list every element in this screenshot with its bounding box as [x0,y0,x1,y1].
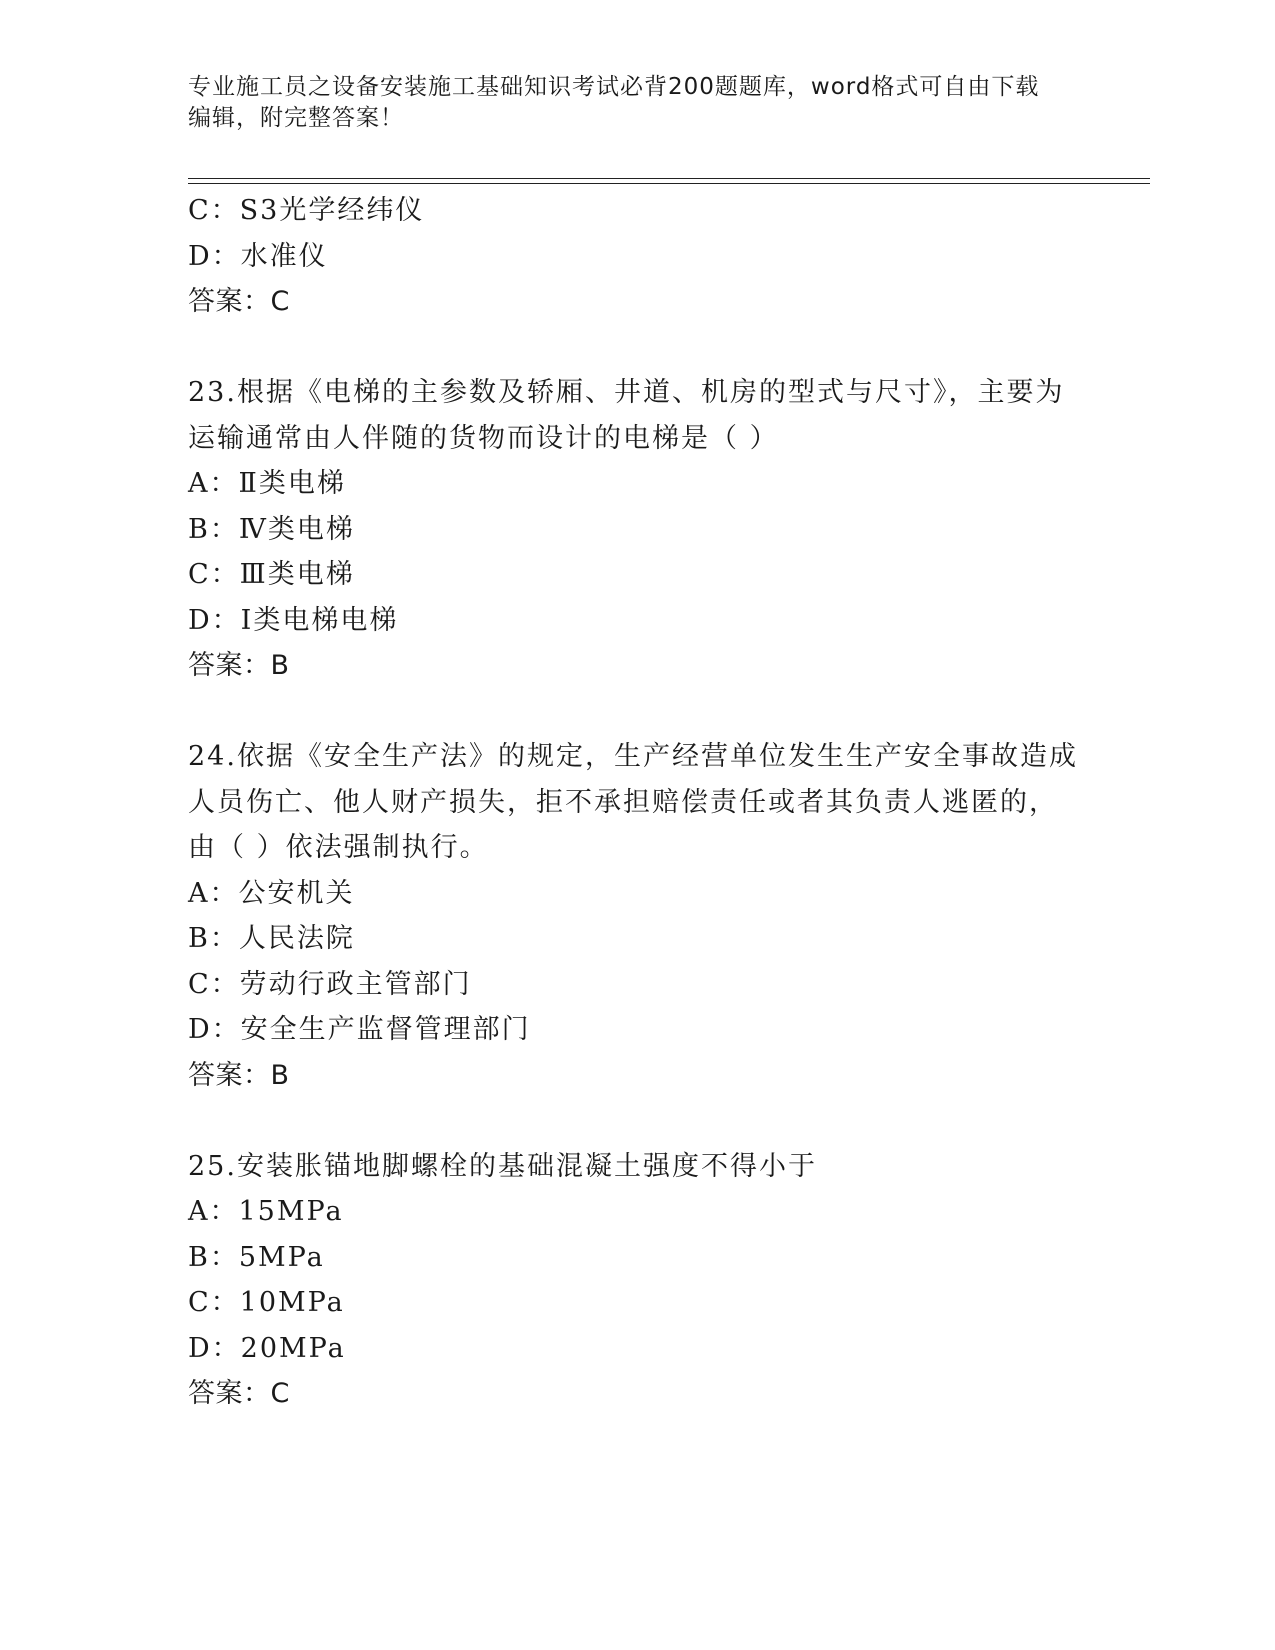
spacer [188,689,1088,735]
option-b: B：5MPa [188,1241,325,1273]
question-stem: 25.安装胀锚地脚螺栓的基础混凝土强度不得小于 [188,1150,817,1182]
question-stem: 由（ ）依法强制执行。 [188,832,489,863]
option-d: D：水准仪 [188,240,328,272]
answer: 答案：C [188,1378,290,1409]
answer: 答案：B [188,650,290,681]
option-c: C：10MPa [188,1287,345,1318]
question-stem: 23.根据《电梯的主参数及轿厢、井道、机房的型式与尺寸》，主要为 [188,377,1065,408]
answer: 答案：C [188,286,290,317]
option-d: D：20MPa [188,1332,346,1364]
question-23 [188,370,1088,689]
option-a: A：15MPa [188,1196,344,1227]
question-24 [188,734,1088,1098]
spacer [188,325,1088,371]
header-divider-bottom [188,183,1150,184]
option-b: B：Ⅳ类电梯 [188,513,355,545]
question-22-tail [188,188,1088,325]
document-header [188,72,1108,134]
option-c: C：Ⅲ类电梯 [188,559,355,590]
header-divider-top [188,178,1150,179]
header-line-1: 专业施工员之设备安装施工基础知识考试必背200题题库，word格式可自由下载 [188,74,1040,100]
option-c: C：劳动行政主管部门 [188,968,472,1000]
option-a: A：公安机关 [188,877,355,909]
question-list [188,188,1088,1417]
answer: 答案：B [188,1059,290,1091]
option-d: D：Ⅰ类电梯电梯 [188,604,399,636]
option-c: C：S3光学经纬仪 [188,195,425,226]
header-line-2: 编辑，附完整答案！ [188,105,404,131]
question-stem: 24.依据《安全生产法》的规定，生产经营单位发生生产安全事故造成 [188,741,1078,772]
question-stem: 运输通常由人伴随的货物而设计的电梯是（ ） [188,422,779,454]
option-a: A：Ⅱ类电梯 [188,468,346,499]
spacer [188,1098,1088,1144]
option-b: B：人民法院 [188,923,355,954]
option-d: D：安全生产监督管理部门 [188,1014,531,1045]
question-stem: 人员伤亡、他人财产损失，拒不承担赔偿责任或者其负责人逃匿的， [188,786,1058,818]
question-25 [188,1144,1088,1417]
